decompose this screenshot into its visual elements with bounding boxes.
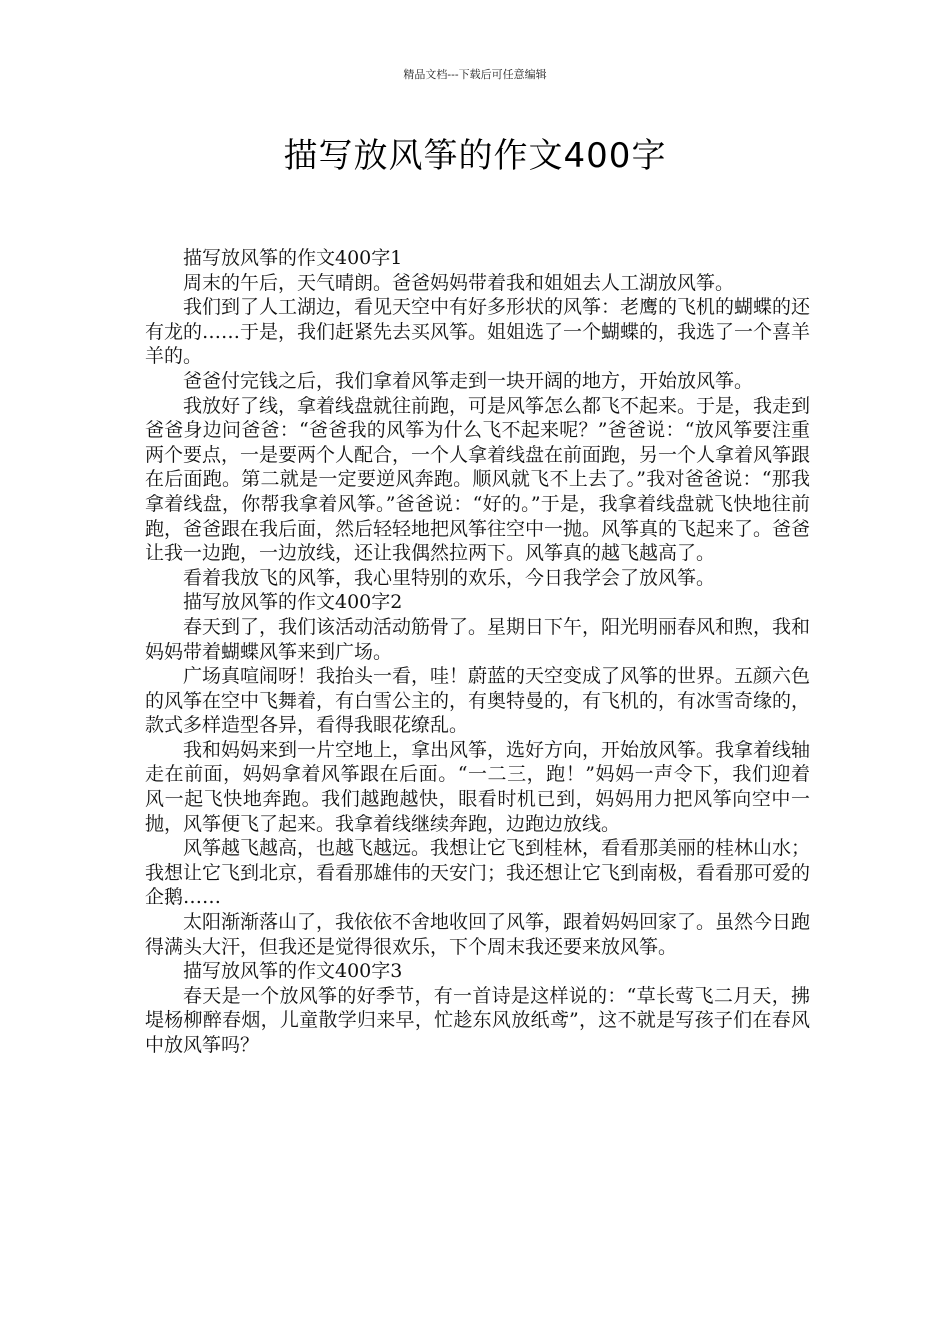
section-heading: 描写放风筝的作文400字2 xyxy=(183,591,403,614)
paragraph: 春天到了，我们该活动活动筋骨了。星期日下午，阳光明丽春风和煦，我和妈妈带着蝴蝶风筝来到广场。 xyxy=(145,615,811,663)
document-title: 描写放风筝的作文400字 xyxy=(283,136,667,176)
section-heading: 描写放风筝的作文400字1 xyxy=(183,247,403,269)
paragraph: 周末的午后，天气晴朗。爸爸妈妈带着我和姐姐去人工湖放风筝。 xyxy=(183,271,735,294)
paragraph: 春天是一个放风筝的好季节，有一首诗是这样说的：“草长莺飞二月天，拂堤杨柳醉春烟，儿童散学归来早，忙趁东风放纸鸢”，这不就是写孩子们在春风中放风筝吗？ xyxy=(145,984,810,1056)
paragraph: 爸爸付完钱之后，我们拿着风筝走到一块开阔的地方，开始放风筝。 xyxy=(183,369,754,392)
paragraph: 我和妈妈来到一片空地上，拿出风筝，选好方向，开始放风筝。我拿着线轴走在前面，妈妈拿着风筝跟在后面。“一二三，跑！”妈妈一声令下，我们迎着风一起飞快地奔跑。我们越跑越快，眼看时机已到，妈妈用力把风筝向空中一抛，风筝便飞了起来。我拿着线继续奔跑，边跑边放线。 xyxy=(145,738,811,835)
paragraph: 我们到了人工湖边，看见天空中有好多形状的风筝：老鹰的飞机的蝴蝶的还有龙的……于是，我们赶紧先去买风筝。姐姐选了一个蝴蝶的，我选了一个喜羊羊的。 xyxy=(145,296,811,368)
paragraph: 太阳渐渐落山了，我依依不舍地收回了风筝，跟着妈妈回家了。虽然今日跑得满头大汗，但我还是觉得很欢乐，下个周末我还要来放风筝。 xyxy=(145,911,811,958)
paragraph: 看着我放飞的风筝，我心里特别的欢乐，今日我学会了放风筝。 xyxy=(183,566,716,589)
section-heading: 描写放风筝的作文400字3 xyxy=(183,960,403,983)
document-body xyxy=(145,246,810,1058)
paragraph: 广场真喧闹呀！我抬头一看，哇！蔚蓝的天空变成了风筝的世界。五颜六色的风筝在空中飞舞着，有白雪公主的，有奥特曼的，有飞机的，有冰雪奇缘的，款式多样造型各异，看得我眼花缭乱。 xyxy=(145,665,811,737)
header-note: 精品文档---下载后可任意编辑 xyxy=(403,68,547,81)
paragraph: 风筝越飞越高，也越飞越远。我想让它飞到桂林，看看那美丽的桂林山水；我想让它飞到北京，看看那雄伟的天安门；我还想让它飞到南极，看看那可爱的企鹅…… xyxy=(145,837,811,909)
paragraph: 我放好了线，拿着线盘就往前跑，可是风筝怎么都飞不起来。于是，我走到爸爸身边问爸爸：“爸爸我的风筝为什么飞不起来呢？”爸爸说：“放风筝要注重两个要点，一是要两个人配合，一个人拿着线盘在前面跑，另一个人拿着风筝跟在后面跑。第二就是一定要逆风奔跑。顺风就飞不上去了。”我对爸爸说：“那我拿着线盘，你帮我拿着风筝。”爸爸说：“好的。”于是，我拿着线盘就飞快地往前跑，爸爸跟在我后面，然后轻轻地把风筝往空中一抛。风筝真的飞起来了。爸爸让我一边跑，一边放线，还让我偶然拉两下。风筝真的越飞越高了。 xyxy=(145,394,811,565)
